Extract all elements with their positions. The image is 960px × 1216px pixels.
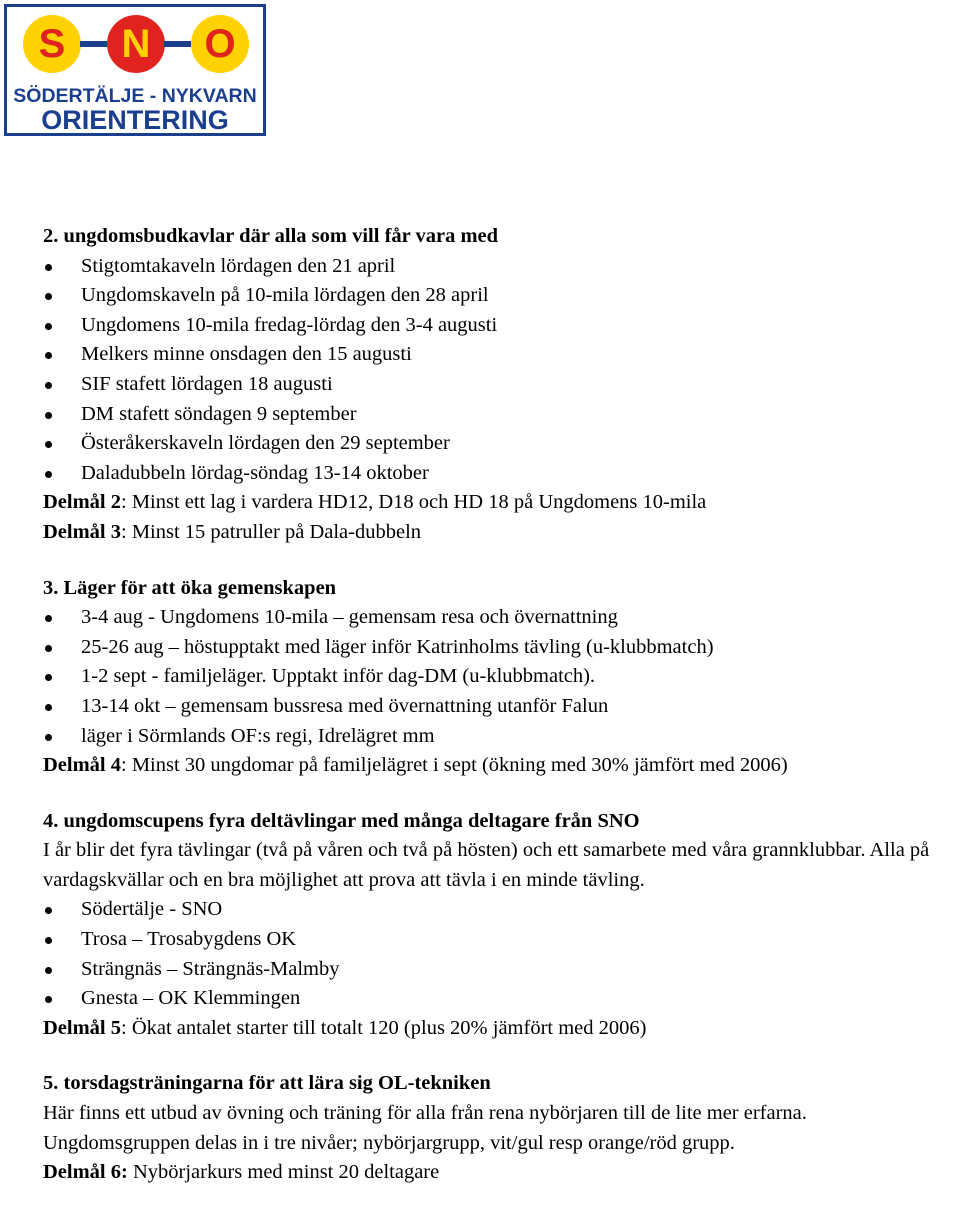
logo-connector-left	[80, 41, 107, 47]
goal-5-text: : Ökat antalet starter till totalt 120 (plus 20% jämfört med 2006)	[121, 1016, 647, 1039]
list-item: DM stafett söndagen 9 september	[43, 400, 958, 430]
section-5-line-2: Ungdomsgruppen delas in i tre nivåer; nybörjargrupp, vit/gul resp orange/röd grupp.	[43, 1131, 735, 1154]
list-item: SIF stafett lördagen 18 augusti	[43, 370, 958, 400]
list-item: Gnesta – OK Klemmingen	[43, 984, 958, 1014]
goal-2-label: Delmål 2	[43, 491, 121, 514]
spacer	[43, 548, 958, 574]
list-item: Ungdomskaveln på 10-mila lördagen den 28 april	[43, 281, 958, 311]
goal-4-label: Delmål 4	[43, 754, 121, 777]
logo-connector-right	[164, 41, 191, 47]
list-item: Trosa – Trosabygdens OK	[43, 925, 958, 955]
goal-3-label: Delmål 3	[43, 520, 121, 543]
list-item: 3-4 aug - Ungdomens 10-mila – gemensam resa och övernattning	[43, 603, 958, 633]
sno-orientering-logo	[4, 4, 266, 136]
list-item: Melkers minne onsdagen den 15 augusti	[43, 340, 958, 370]
section-4-paragraph: I år blir det fyra tävlingar (två på våren och två på hösten) och ett samarbete med våra grannklubbar. Alla på vardagskvällar och en bra möjlighet att prova att tävla i en minde tävling.	[43, 839, 930, 891]
section-4-heading: 4. ungdomscupens fyra deltävlingar med många deltagare från SNO	[43, 809, 640, 832]
section-2-heading: 2. ungdomsbudkavlar där alla som vill får vara med	[43, 225, 499, 247]
list-item: Strängnäs – Strängnäs-Malmby	[43, 955, 958, 985]
list-item: 1-2 sept - familjeläger. Upptakt inför dag-DM (u-klubbmatch).	[43, 662, 958, 692]
list-item: Södertälje - SNO	[43, 895, 958, 925]
goal-4-text: : Minst 30 ungdomar på familjelägret i sept (ökning med 30% jämfört med 2006)	[121, 754, 788, 777]
goal-2	[43, 488, 958, 518]
spacer	[43, 1043, 958, 1069]
document-body	[43, 222, 958, 1188]
list-item: 25-26 aug – höstupptakt med läger inför Katrinholms tävling (u-klubbmatch)	[43, 633, 958, 663]
logo-letter-o: O	[204, 22, 236, 66]
goal-4	[43, 751, 958, 781]
section-5-line-1: Här finns ett utbud av övning och träning för alla från rena nybörjaren till de lite mer erfarna.	[43, 1102, 807, 1125]
goal-2-text: : Minst ett lag i vardera HD12, D18 och HD 18 på Ungdomens 10-mila	[121, 491, 707, 514]
list-item: läger i Sörmlands OF:s regi, Idrelägret mm	[43, 722, 958, 752]
list-item: Österåkerskaveln lördagen den 29 september	[43, 429, 958, 459]
goal-6-text: Nybörjarkurs med minst 20 deltagare	[127, 1161, 440, 1184]
goal-3	[43, 518, 958, 548]
goal-5	[43, 1014, 958, 1044]
list-item: Stigtomtakaveln lördagen den 21 april	[43, 252, 958, 282]
list-item: Ungdomens 10-mila fredag-lördag den 3-4 augusti	[43, 311, 958, 341]
list-item: Daladubbeln lördag-söndag 13-14 oktober	[43, 459, 958, 489]
logo-letter-n: N	[121, 22, 151, 66]
logo-letter-s: S	[38, 22, 66, 66]
logo-line-2: ORIENTERING	[41, 105, 229, 135]
section-5-heading: 5. torsdagsträningarna för att lära sig OL-tekniken	[43, 1072, 491, 1095]
section-3-list	[43, 603, 958, 751]
section-4-list	[43, 895, 958, 1013]
logo-line-1: SÖDERTÄLJE - NYKVARN	[13, 85, 257, 107]
section-2-list	[43, 252, 958, 489]
goal-6	[43, 1158, 958, 1188]
section-3-heading: 3. Läger för att öka gemenskapen	[43, 576, 337, 599]
spacer	[43, 781, 958, 807]
list-item: 13-14 okt – gemensam bussresa med övernattning utanför Falun	[43, 692, 958, 722]
goal-6-label: Delmål 6:	[43, 1161, 128, 1184]
goal-5-label: Delmål 5	[43, 1016, 121, 1039]
goal-3-text: : Minst 15 patruller på Dala-dubbeln	[121, 520, 422, 543]
